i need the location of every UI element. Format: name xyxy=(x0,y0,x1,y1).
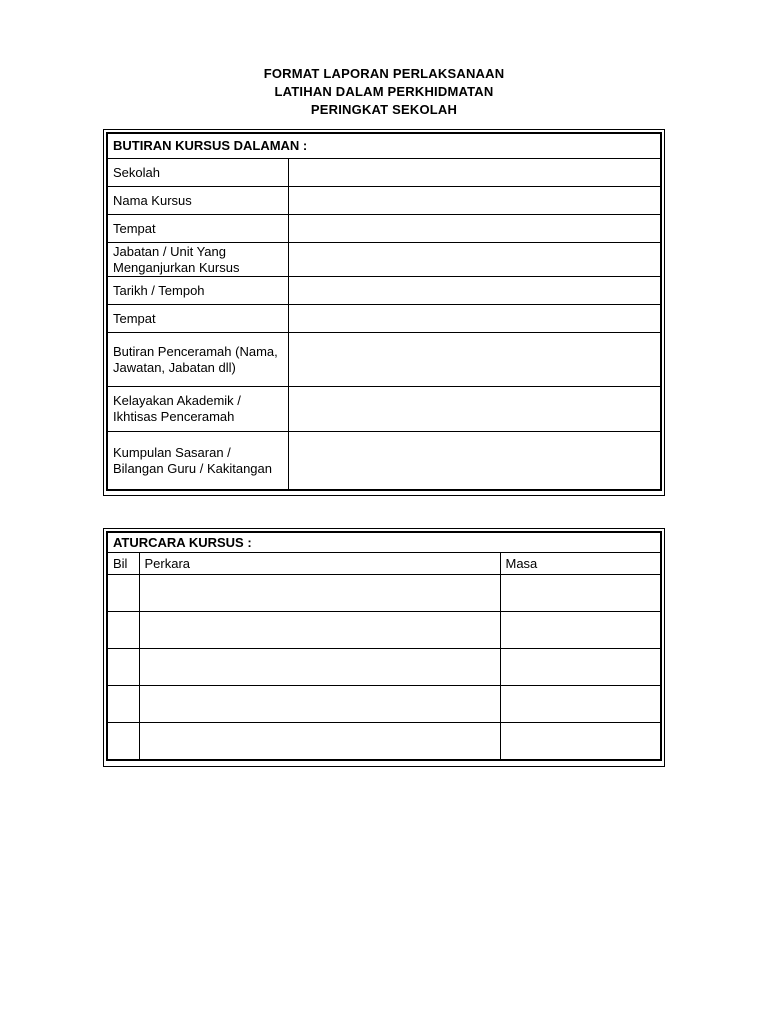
bil-cell[interactable] xyxy=(107,575,139,612)
table-header-row xyxy=(107,133,661,159)
row-label: Nama Kursus xyxy=(107,187,288,215)
row-label: Kumpulan Sasaran / Bilangan Guru / Kakitangan xyxy=(107,432,288,491)
title-line-2: LATIHAN DALAM PERKHIDMATAN xyxy=(274,84,494,99)
table-header-row xyxy=(107,532,661,553)
row-label: Tarikh / Tempoh xyxy=(107,277,288,305)
title-line-3: PERINGKAT SEKOLAH xyxy=(310,102,458,117)
masa-cell[interactable] xyxy=(500,723,661,761)
masa-cell[interactable] xyxy=(500,612,661,649)
aturcara-kursus-table xyxy=(106,531,662,761)
table-row xyxy=(107,612,661,649)
perkara-cell[interactable] xyxy=(139,723,500,761)
perkara-cell[interactable] xyxy=(139,649,500,686)
table-row xyxy=(107,723,661,761)
aturcara-kursus-section xyxy=(103,528,665,767)
row-label: Jabatan / Unit Yang Menganjurkan Kursus xyxy=(107,243,288,277)
masa-cell[interactable] xyxy=(500,575,661,612)
row-label: Kelayakan Akademik / Ikhtisas Penceramah xyxy=(107,387,288,432)
table-row xyxy=(107,243,661,277)
row-label: Tempat xyxy=(107,305,288,333)
perkara-cell[interactable] xyxy=(139,575,500,612)
document-title xyxy=(0,65,768,119)
nama-kursus-field[interactable] xyxy=(288,187,661,215)
table-row xyxy=(107,649,661,686)
table-row xyxy=(107,333,661,387)
column-header-perkara: Perkara xyxy=(139,553,500,575)
table-row xyxy=(107,277,661,305)
jabatan-unit-field[interactable] xyxy=(288,243,661,277)
masa-cell[interactable] xyxy=(500,649,661,686)
row-label: Butiran Penceramah (Nama, Jawatan, Jabatan dll) xyxy=(107,333,288,387)
table-row xyxy=(107,215,661,243)
kumpulan-sasaran-field[interactable] xyxy=(288,432,661,491)
bil-cell[interactable] xyxy=(107,686,139,723)
butiran-kursus-section xyxy=(103,129,665,496)
perkara-cell[interactable] xyxy=(139,612,500,649)
sekolah-field[interactable] xyxy=(288,159,661,187)
kelayakan-field[interactable] xyxy=(288,387,661,432)
table-row xyxy=(107,159,661,187)
bil-cell[interactable] xyxy=(107,649,139,686)
table-row xyxy=(107,187,661,215)
bil-cell[interactable] xyxy=(107,723,139,761)
row-label: Sekolah xyxy=(107,159,288,187)
table-row xyxy=(107,432,661,491)
butiran-penceramah-field[interactable] xyxy=(288,333,661,387)
perkara-cell[interactable] xyxy=(139,686,500,723)
aturcara-kursus-header: ATURCARA KURSUS : xyxy=(107,532,661,553)
table-row xyxy=(107,575,661,612)
butiran-kursus-table xyxy=(106,132,662,491)
table-row xyxy=(107,686,661,723)
column-header-row xyxy=(107,553,661,575)
row-label: Tempat xyxy=(107,215,288,243)
tempat-field-2[interactable] xyxy=(288,305,661,333)
butiran-kursus-header: BUTIRAN KURSUS DALAMAN : xyxy=(107,133,661,159)
title-line-1: FORMAT LAPORAN PERLAKSANAAN xyxy=(263,66,505,81)
column-header-masa: Masa xyxy=(500,553,661,575)
column-header-bil: Bil xyxy=(107,553,139,575)
table-row xyxy=(107,305,661,333)
bil-cell[interactable] xyxy=(107,612,139,649)
table-row xyxy=(107,387,661,432)
masa-cell[interactable] xyxy=(500,686,661,723)
tempat-field[interactable] xyxy=(288,215,661,243)
tarikh-tempoh-field[interactable] xyxy=(288,277,661,305)
